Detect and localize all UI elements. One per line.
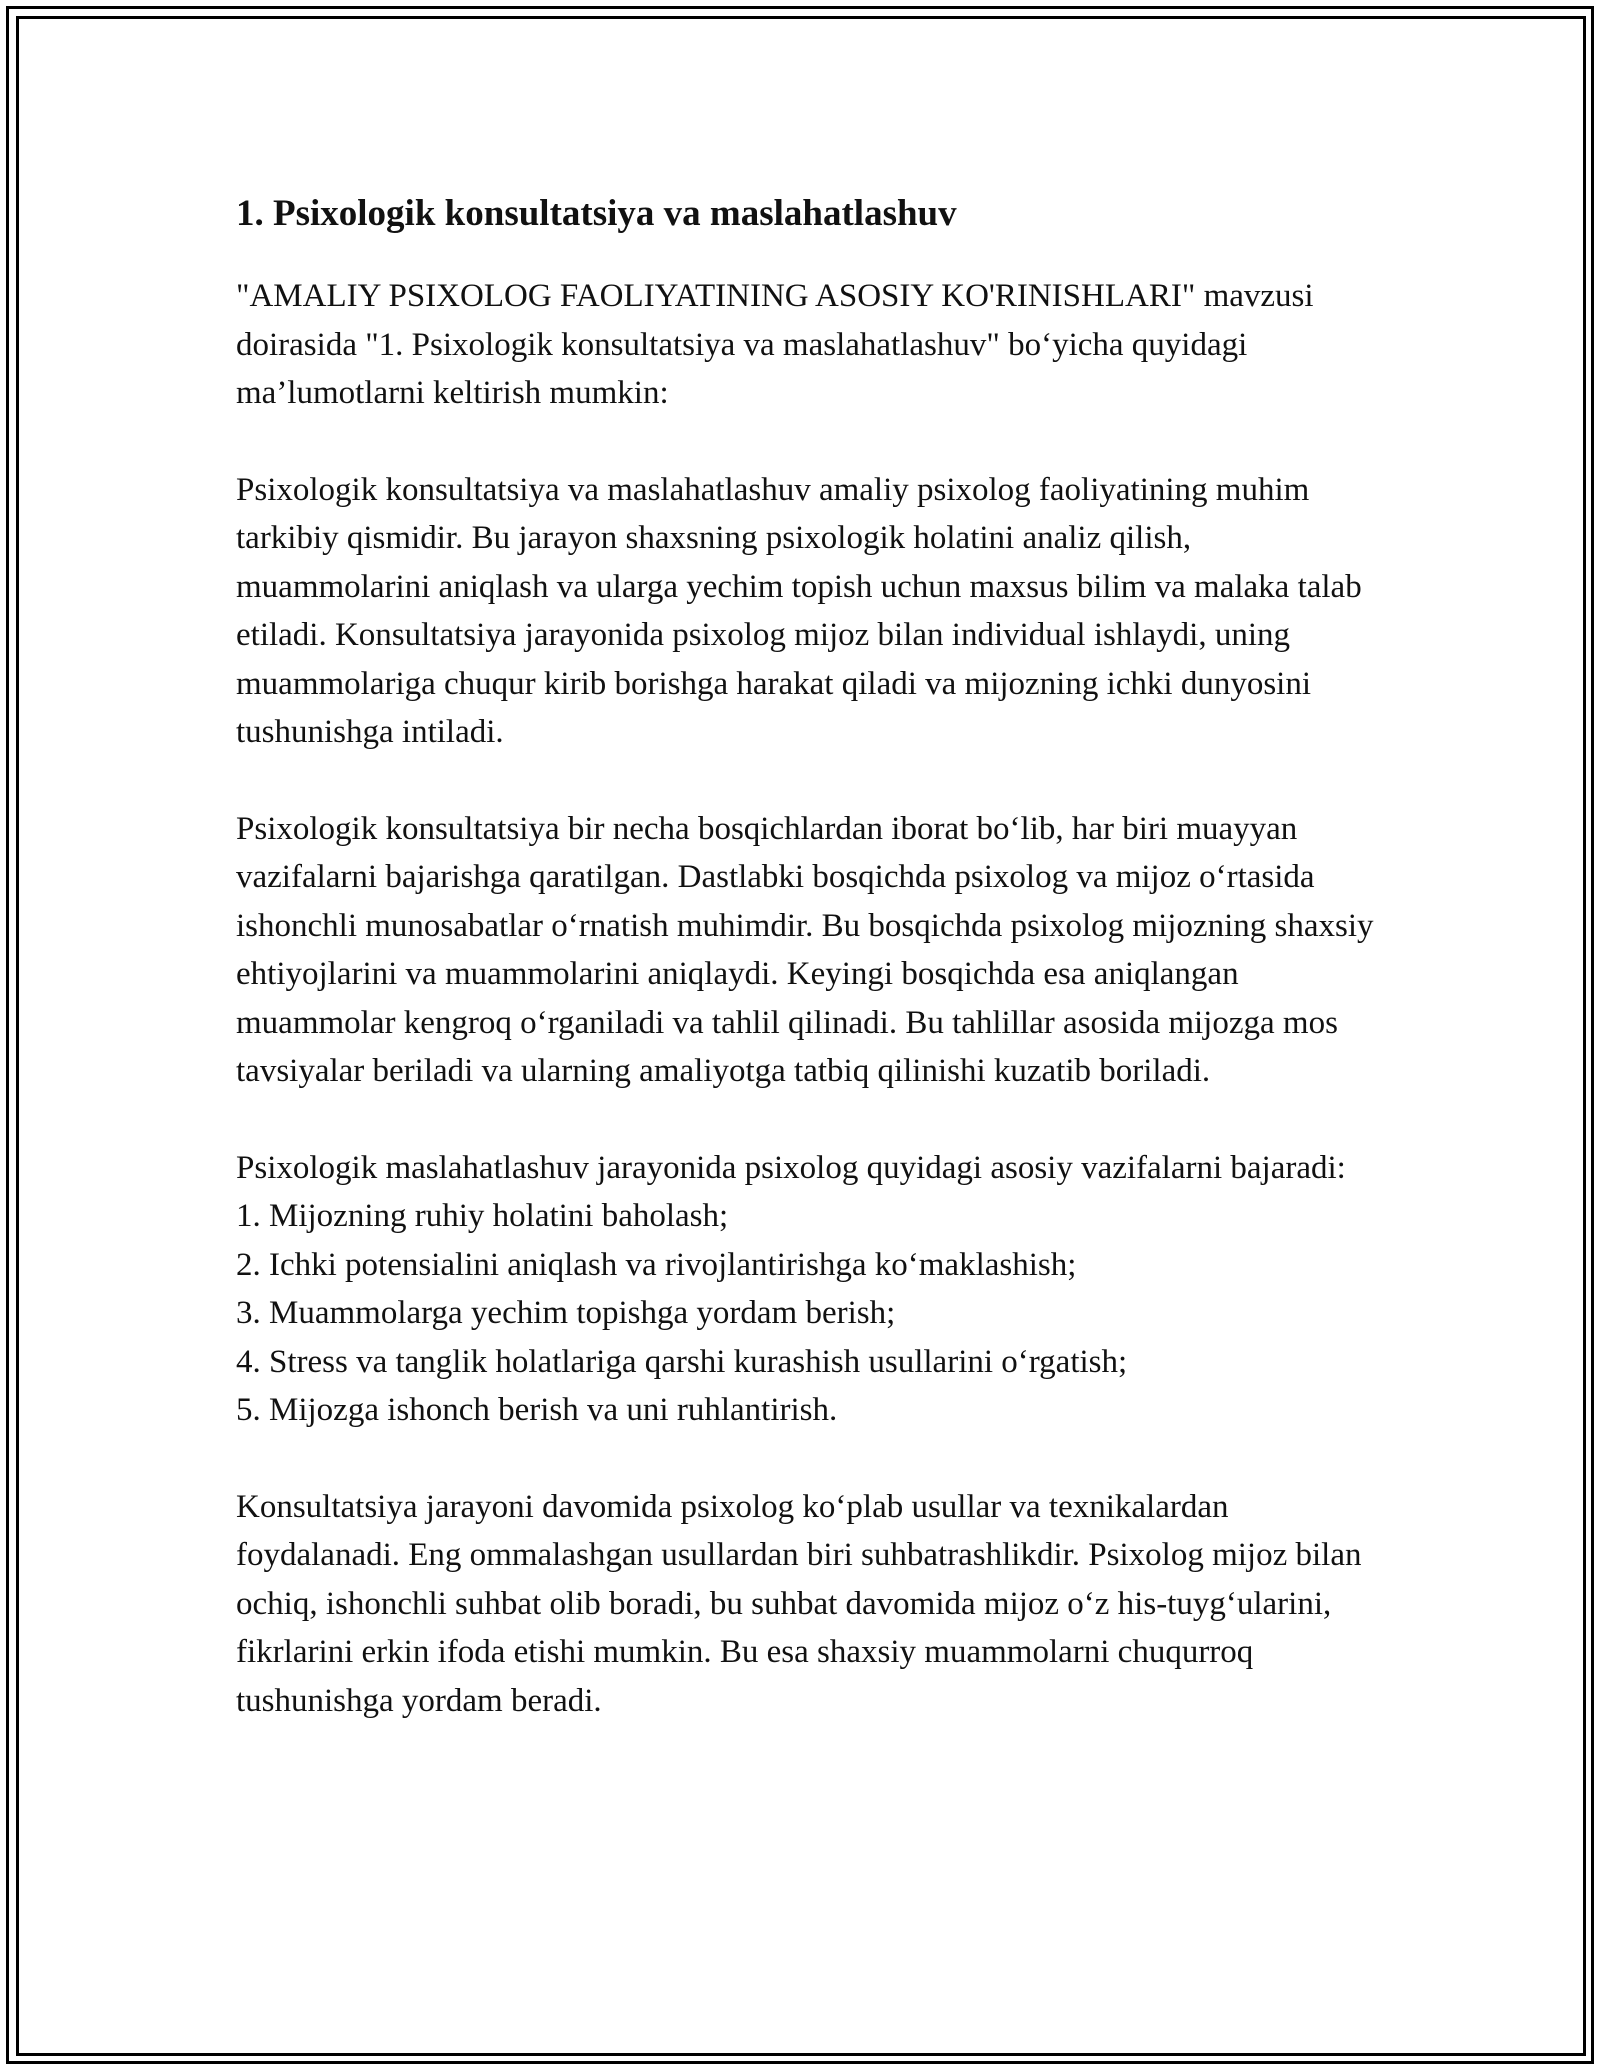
intro-paragraph: "AMALIY PSIXOLOG FAOLIYATINING ASOSIY KO'RINISHLARI" mavzusi doirasida "1. Psixologik konsultatsiya va maslahatlashuv" bo‘yicha quyidagi ma’lumotlarni keltirish mumkin: — [236, 278, 1314, 411]
body-paragraph-2: Psixologik konsultatsiya bir necha bosqichlardan iborat bo‘lib, har biri muayyan vazifalarni bajarishga qaratilgan. Dastlabki bosqichda psixolog va mijoz o‘rtasida ishonchli munosabatlar o‘rnatish muhimdir. Bu bosqichda psixolog mijozning shaxsiy ehtiyojlarini va muammolarini aniqlaydi. Keyingi bosqichda esa aniqlangan muammolar kengroq o‘rganiladi va tahlil qilinadi. Bu tahlillar asosida mijozga mos tavsiyalar beriladi va ularning amaliyotga tatbiq qilinishi kuzatib boriladi. — [236, 810, 1374, 1089]
closing-paragraph: Konsultatsiya jarayoni davomida psixolog ko‘plab usullar va texnikalardan foydalanadi. Eng ommalashgan usullardan biri suhbatrashlikdir. Psixolog mijoz bilan ochiq, ishonchli suhbat olib boradi, bu suhbat davomida mijoz o‘z his-tuyg‘ularini, fikrlarini erkin ifoda etishi mumkin. Bu esa shaxsiy muammolarni chuqurroq tushunishga yordam beradi. — [236, 1488, 1362, 1719]
list-item: 3. Muammolarga yechim topishga yordam berish; — [236, 1295, 896, 1331]
document-body — [236, 190, 1376, 1773]
tasks-list — [236, 1192, 1376, 1435]
body-paragraph-1: Psixologik konsultatsiya va maslahatlashuv amaliy psixolog faoliyatining muhim tarkibiy qismidir. Bu jarayon shaxsning psixologik holatini analiz qilish, muammolarini aniqlash va ularga yechim topish uchun maxsus bilim va malaka talab etiladi. Konsultatsiya jarayonida psixolog mijoz bilan individual ishlaydi, uning muammolariga chuqur kirib borishga harakat qiladi va mijozning ichki dunyosini tushunishga intiladi. — [236, 471, 1362, 750]
list-intro: Psixologik maslahatlashuv jarayonida psixolog quyidagi asosiy vazifalarni bajaradi: — [236, 1149, 1346, 1186]
list-item: 4. Stress va tanglik holatlariga qarshi kurashish usullarini o‘rgatish; — [236, 1343, 1128, 1380]
list-item: 2. Ichki potensialini aniqlash va rivojlantirishga ko‘maklashish; — [236, 1246, 1077, 1283]
tasks-section — [236, 1144, 1376, 1435]
document-title: 1. Psixologik konsultatsiya va maslahatlashuv — [236, 193, 957, 234]
list-item: 5. Mijozga ishonch berish va uni ruhlantirish. — [236, 1392, 838, 1428]
list-item: 1. Mijozning ruhiy holatini baholash; — [236, 1198, 729, 1234]
